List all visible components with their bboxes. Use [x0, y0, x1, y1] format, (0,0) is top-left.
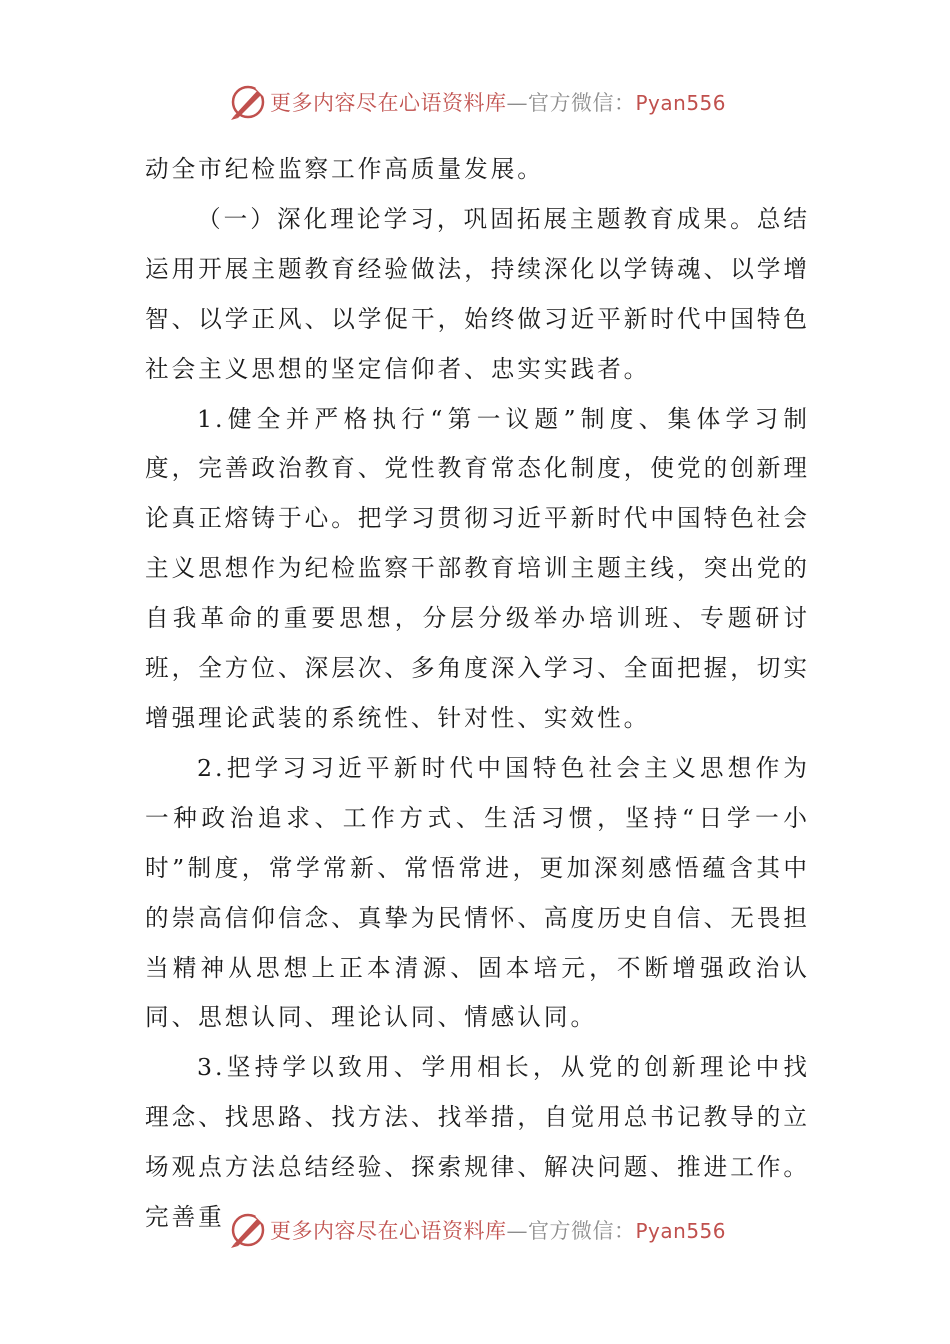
paragraph-section-one: （一）深化理论学习，巩固拓展主题教育成果。总结运用开展主题教育经验做法，持续深化以学铸魂、以学增智、以学正风、以学促干，始终做习近平新时代中国特色社会主义思想的坚定信仰者、忠实实践者。 — [145, 204, 810, 383]
banner-dash: — — [506, 91, 528, 115]
paragraph-item-1: 1.健全并严格执行“第一议题”制度、集体学习制度，完善政治教育、党性教育常态化制度，使党的创新理论真正熔铸于心。把学习贯彻习近平新时代中国特色社会主义思想作为纪检监察干部教育培训主题主线，突出党的自我革命的重要思想，分层分级举办培训班、专题研讨班，全方位、深层次、多角度深入学习、全面把握，切实增强理论武装的系统性、针对性、实效性。 — [145, 404, 810, 732]
paragraph-item-2: 2.把学习习近平新时代中国特色社会主义思想作为一种政治追求、工作方式、生活习惯，坚持“日学一小时”制度，常学常新、常悟常进，更加深刻感悟蕴含其中的崇高信仰信念、真挚为民情怀、高度历史自信、无畏担当精神从思想上正本清源、固本培元，不断增强政治认同、思想认同、理论认同、情感认同。 — [145, 753, 810, 1032]
banner-official-label: 官方微信： — [528, 91, 636, 115]
paragraph-item-3: 3.坚持学以致用、学用相长，从党的创新理论中找理念、找思路、找方法、找举措，自觉用总书记教导的立场观点方法总结经验、探索规律、解决问题、推进工作。完善重 — [145, 1053, 810, 1232]
banner-site-text: 更多内容尽在心语资料库 — [270, 1219, 507, 1243]
banner-wechat-id: Pyan556 — [635, 91, 727, 115]
pen-logo-icon — [228, 82, 268, 122]
header-banner — [228, 80, 726, 124]
document-body — [145, 145, 810, 1243]
banner-dash: — — [506, 1219, 528, 1243]
banner-wechat-id: Pyan556 — [635, 1219, 727, 1243]
paragraph-continuation: 动全市纪检监察工作高质量发展。 — [145, 155, 544, 183]
banner-official-label: 官方微信： — [528, 1219, 636, 1243]
pen-logo-icon — [228, 1210, 268, 1250]
footer-banner — [228, 1208, 726, 1252]
banner-site-text: 更多内容尽在心语资料库 — [270, 91, 507, 115]
